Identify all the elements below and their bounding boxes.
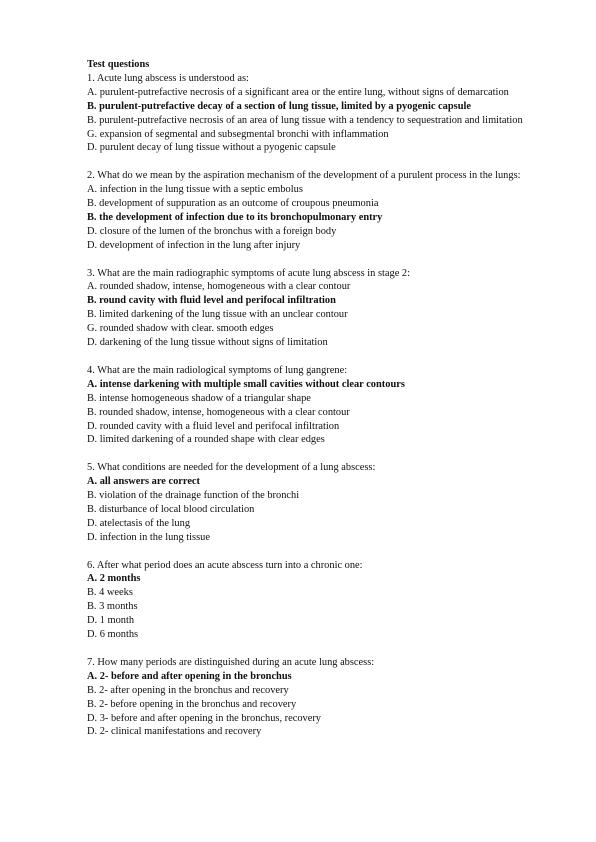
answer-option: D. limited darkening of a rounded shape with clear edges: [87, 434, 325, 446]
answer-option: D. darkening of the lung tissue without signs of limitation: [87, 337, 328, 349]
answer-option: D. 3- before and after opening in the bronchus, recovery: [87, 712, 321, 724]
document-page: [87, 58, 554, 753]
answer-option: B. 4 weeks: [87, 587, 133, 599]
answer-option: D. infection in the lung tissue: [87, 531, 210, 543]
answer-option: B. violation of the drainage function of the bronchi: [87, 490, 300, 502]
question-block-6: [87, 559, 554, 642]
question-block-7: [87, 656, 554, 739]
answer-option: B. 2- after opening in the bronchus and recovery: [87, 684, 289, 696]
answer-option: D. 6 months: [87, 629, 139, 641]
answer-option: B. 2- before opening in the bronchus and recovery: [87, 698, 297, 710]
answer-option-correct: A. all answers are correct: [87, 476, 201, 488]
answer-option: D. atelectasis of the lung: [87, 517, 191, 529]
answer-option-correct: B. round cavity with fluid level and perifocal infiltration: [87, 295, 336, 307]
page-title: Test questions: [87, 59, 150, 70]
question-block-5: [87, 461, 554, 544]
answer-option-correct: A. 2- before and after opening in the bronchus: [87, 670, 292, 682]
answer-option: A. infection in the lung tissue with a septic embolus: [87, 184, 303, 196]
question-text: 2. What do we mean by the aspiration mechanism of the development of a purulent process in the lungs:: [87, 170, 521, 182]
answer-option: B. 3 months: [87, 601, 138, 613]
answer-option-correct: A. 2 months: [87, 573, 141, 585]
question-text: 7. How many periods are distinguished during an acute lung abscess:: [87, 656, 375, 668]
question-text: 4. What are the main radiological symptoms of lung gangrene:: [87, 364, 348, 376]
answer-option-correct: A. intense darkening with multiple small cavities without clear contours: [87, 378, 405, 390]
answer-option: D. closure of the lumen of the bronchus with a foreign body: [87, 225, 337, 237]
question-text: 1. Acute lung abscess is understood as:: [87, 72, 249, 84]
answer-option: G. expansion of segmental and subsegmental bronchi with inflammation: [87, 128, 389, 140]
question-block-2: [87, 169, 554, 252]
answer-option: D. 2- clinical manifestations and recovery: [87, 726, 262, 738]
answer-option: D. 1 month: [87, 615, 135, 627]
answer-option: D. rounded cavity with a fluid level and perifocal infiltration: [87, 420, 340, 432]
answer-option: B. purulent-putrefactive necrosis of an area of lung tissue with a tendency to sequestration and limitation: [87, 114, 523, 126]
answer-option: B. rounded shadow, intense, homogeneous with a clear contour: [87, 406, 350, 418]
answer-option: G. rounded shadow with clear. smooth edges: [87, 323, 274, 335]
answer-option: A. purulent-putrefactive necrosis of a significant area or the entire lung, without signs of demarcation: [87, 86, 509, 98]
question-text: 6. After what period does an acute abscess turn into a chronic one:: [87, 559, 363, 571]
question-text: 5. What conditions are needed for the development of a lung abscess:: [87, 462, 376, 474]
answer-option: D. purulent decay of lung tissue without a pyogenic capsule: [87, 142, 336, 154]
answer-option: D. development of infection in the lung after injury: [87, 239, 301, 251]
answer-option-correct: B. the development of infection due to its bronchopulmonary entry: [87, 211, 383, 223]
question-block-4: [87, 364, 554, 447]
questions-list: [87, 72, 554, 739]
question-block-1: [87, 72, 554, 155]
answer-option: B. disturbance of local blood circulation: [87, 503, 255, 515]
answer-option: B. development of suppuration as an outcome of croupous pneumonia: [87, 198, 379, 210]
answer-option: A. rounded shadow, intense, homogeneous with a clear contour: [87, 281, 351, 293]
question-text: 3. What are the main radiographic symptoms of acute lung abscess in stage 2:: [87, 267, 410, 279]
answer-option: B. limited darkening of the lung tissue with an unclear contour: [87, 309, 348, 321]
answer-option: B. intense homogeneous shadow of a triangular shape: [87, 392, 311, 404]
answer-option-correct: B. purulent-putrefactive decay of a section of lung tissue, limited by a pyogenic capsule: [87, 100, 471, 112]
question-block-3: [87, 267, 554, 350]
